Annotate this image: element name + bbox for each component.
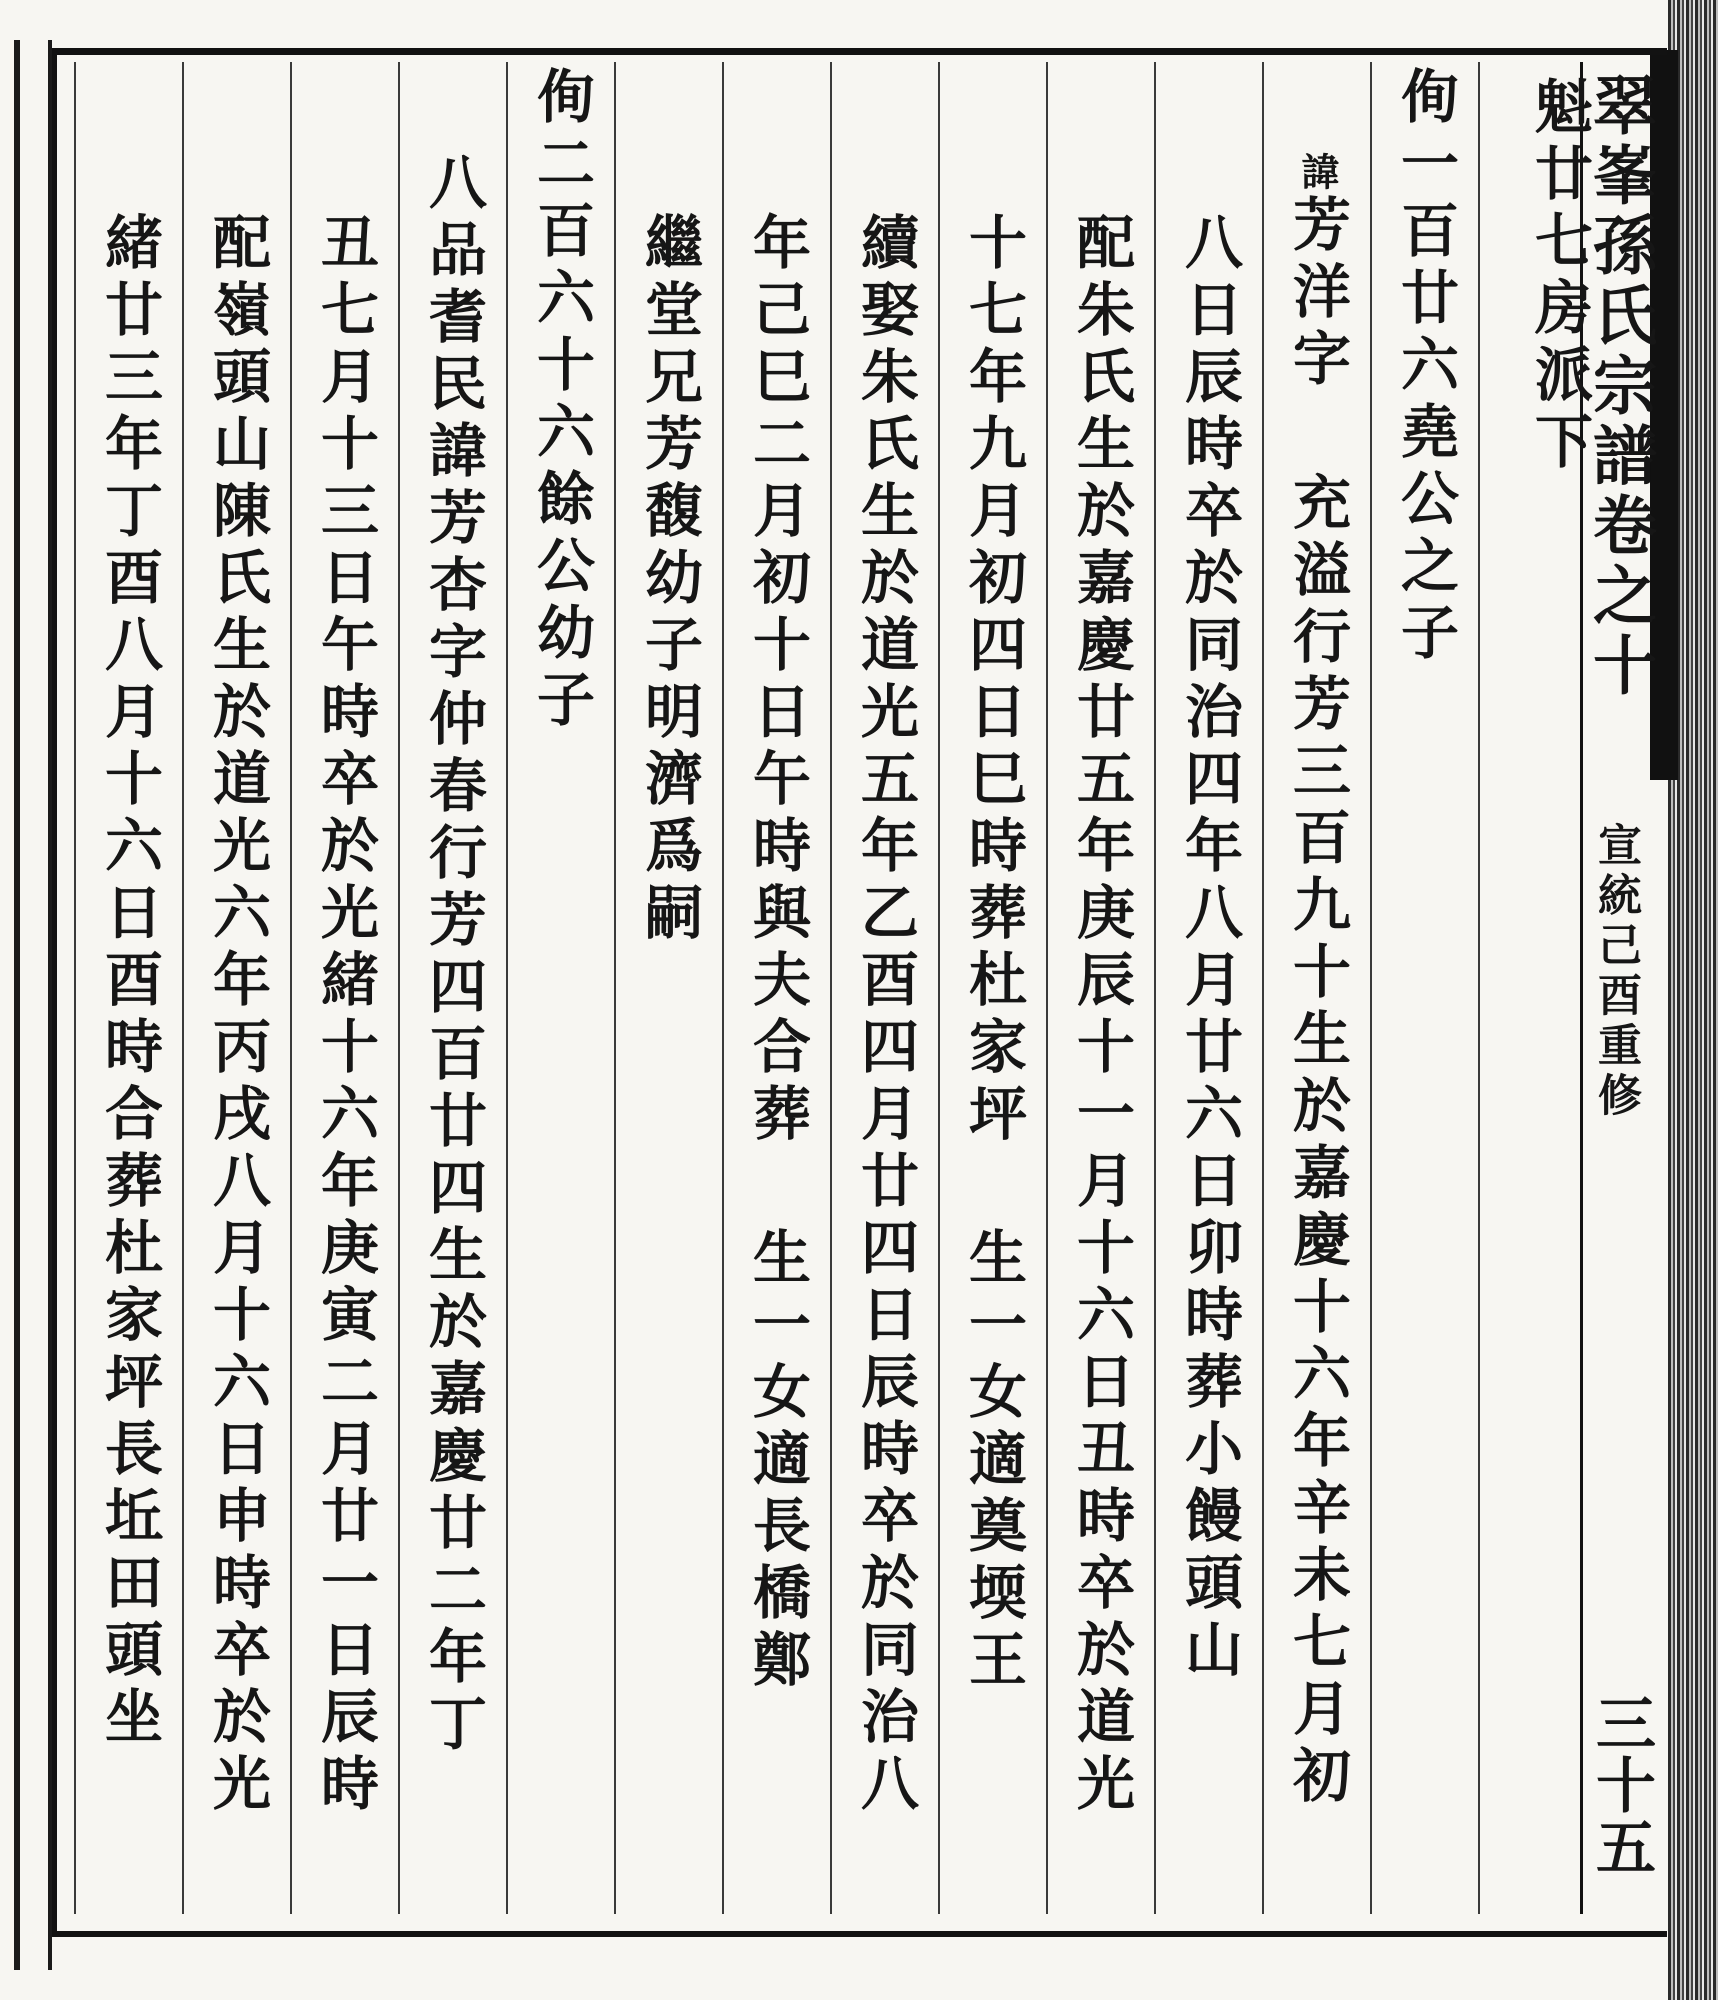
column-main: 配嶺頭山陳氏生於道光六年丙戌八月十六日申時卒於光: [203, 212, 271, 1820]
column-text: [508, 66, 614, 736]
column-main: 丑七月十三日午時卒於光緒十六年庚寅二月廿一日辰時: [311, 212, 379, 1820]
text-columns: [60, 62, 1660, 1914]
column-after: 生於嘉慶十六年辛未七月初: [1283, 1008, 1351, 1812]
text-column-14: [74, 62, 182, 1914]
text-column-11: [398, 62, 506, 1914]
text-column-3: [1262, 62, 1370, 1914]
column-after: 合葬杜家坪長坵田頭坐: [95, 1083, 163, 1753]
column-after: 葬杜家坪 生一女適奠堧王: [959, 882, 1027, 1696]
text-column-10: [506, 62, 614, 1914]
column-text: [1156, 212, 1262, 1686]
column-prefix: 諱: [1295, 152, 1340, 194]
column-main: 緒廿三年丁酉八月十六日酉時: [95, 212, 163, 1083]
column-text: [1372, 66, 1478, 669]
column-after: 生於嘉慶廿二年丁: [419, 1224, 487, 1760]
column-text: [832, 212, 938, 1820]
text-column-4: [1154, 62, 1262, 1914]
column-text: [724, 212, 830, 1696]
left-page-edge: [0, 40, 52, 1970]
text-column-8: [722, 62, 830, 1914]
column-text: [1480, 76, 1638, 478]
column-text: [76, 212, 182, 1753]
column-main: 十七年九月初四日巳時: [959, 212, 1027, 882]
column-text: [184, 212, 290, 1820]
edition-note: 宣統己酉重修: [1590, 822, 1641, 1122]
column-main: 八日辰時卒於同治四年八月廿六日卯時: [1175, 212, 1243, 1351]
column-main: 侚一百廿六堯公之子: [1391, 66, 1459, 669]
column-text: [1048, 212, 1154, 1820]
text-column-5: [1046, 62, 1154, 1914]
column-main: 繼堂兄芳馥幼子明濟爲嗣: [635, 212, 703, 949]
text-column-1: [1478, 62, 1641, 1914]
column-after: 葬小饅頭山: [1175, 1351, 1243, 1686]
book-title: 翠峯孫氏宗譜卷之十: [1582, 72, 1657, 702]
text-column-13: [182, 62, 290, 1914]
column-main: 配朱氏生於嘉慶廿五年庚辰十一月十六日丑時卒於道光: [1067, 212, 1135, 1820]
column-main: 八品耆民諱芳杏字仲春行芳四百廿四: [419, 152, 487, 1224]
column-after: 與夫合葬 生一女適長橋鄭: [743, 882, 811, 1696]
column-text: [616, 212, 722, 949]
column-text: [292, 212, 398, 1820]
column-main: 魁廿七房派下: [1525, 76, 1593, 478]
column-text: [1264, 152, 1370, 1812]
text-column-6: [938, 62, 1046, 1914]
text-column-9: [614, 62, 722, 1914]
column-main: 年己巳二月初十日午時: [743, 212, 811, 882]
column-text: [940, 212, 1046, 1696]
text-column-7: [830, 62, 938, 1914]
column-main: 侚二百六十六餘公幼子: [527, 66, 595, 736]
column-main: 芳洋字 充溢行芳三百九十: [1283, 194, 1351, 1008]
column-main: 續娶朱氏生於道光五年乙酉四月廿四日辰時卒於同治八: [851, 212, 919, 1820]
text-column-2: [1370, 62, 1478, 1914]
text-column-12: [290, 62, 398, 1914]
page-number: 三十五: [1586, 1692, 1656, 1878]
column-text: [400, 152, 506, 1760]
